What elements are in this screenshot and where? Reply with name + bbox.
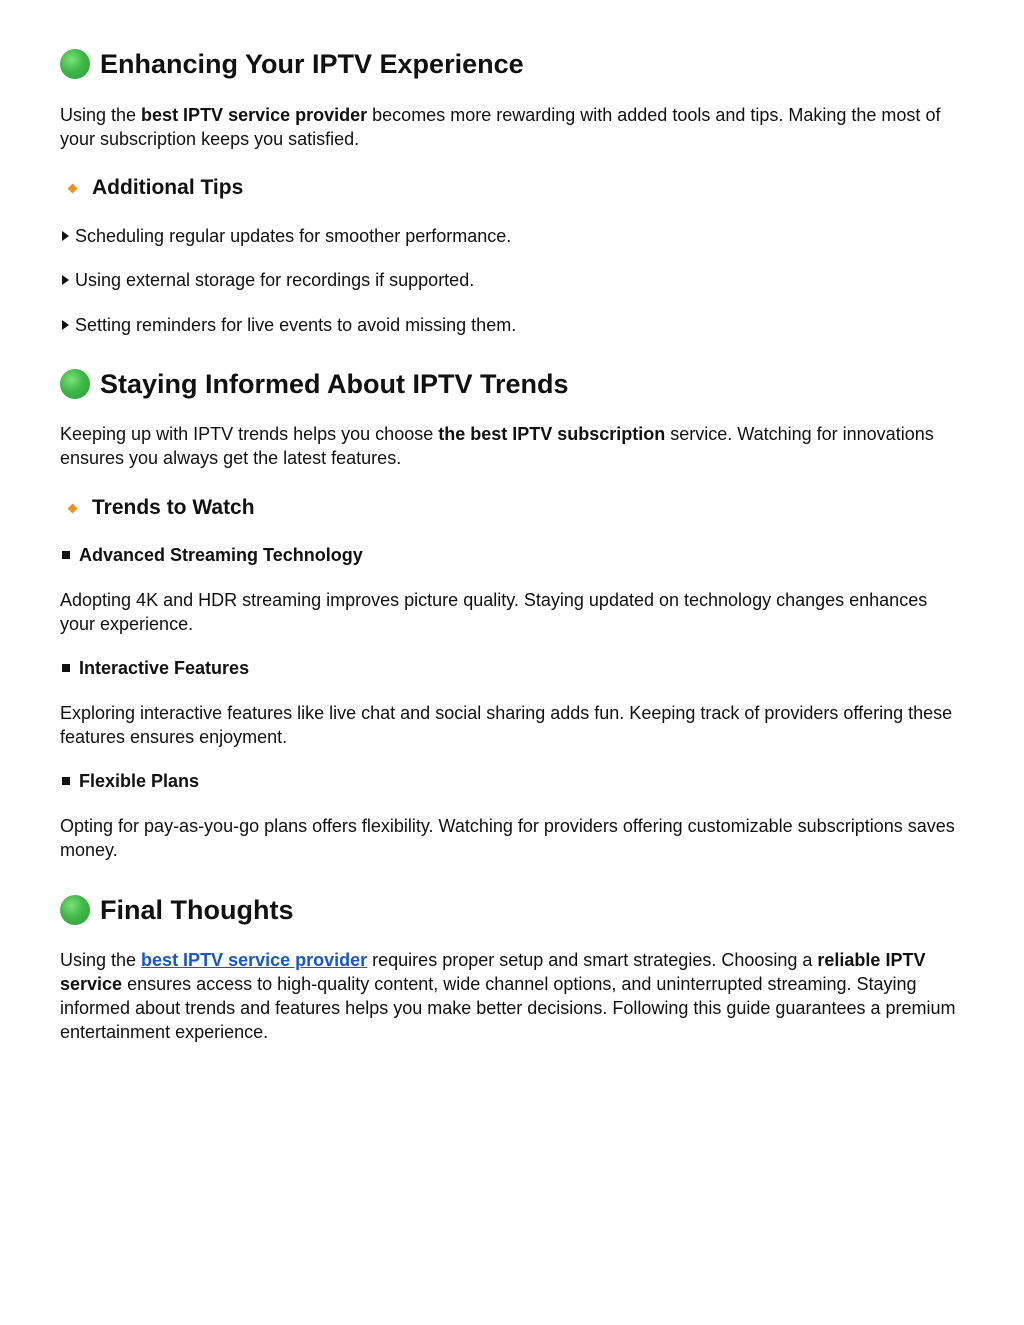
tip-item [60, 268, 474, 292]
subsection-heading-text: Trends to Watch [92, 496, 255, 519]
best-iptv-provider-link[interactable]: best IPTV service provider [141, 950, 368, 970]
subsection-heading-additional-tips [66, 175, 243, 201]
section-intro-paragraph [60, 422, 964, 470]
triangle-bullet-icon [62, 231, 69, 241]
section-heading-text: Final Thoughts [100, 895, 294, 925]
section-intro-paragraph [60, 103, 964, 151]
tip-item [60, 224, 511, 248]
intro-bold-text: best IPTV service provider [141, 105, 368, 125]
tip-item [60, 313, 516, 337]
section-heading-text: Staying Informed About IPTV Trends [100, 369, 569, 399]
intro-text: service. Watching for innovations ensures you always get the latest features. [60, 424, 934, 468]
topic-heading-flexible-plans [62, 769, 199, 793]
green-circle-icon [60, 49, 90, 79]
topic-paragraph: Opting for pay-as-you-go plans offers flexibility. Watching for providers offering customizable subscriptions saves money. [60, 816, 955, 860]
topic-heading-text: Interactive Features [79, 658, 250, 678]
closing-text: ensures access to high-quality content, wide channel options, and uninterrupted streaming. Staying informed about trends and features helps you make better decisions. Following this guide guarantees a premium entertainment experience. [60, 974, 956, 1042]
topic-paragraph: Adopting 4K and HDR streaming improves picture quality. Staying updated on technology changes enhances your experience. [60, 590, 928, 634]
closing-paragraph [60, 948, 964, 1044]
section-heading-trends [60, 367, 569, 401]
triangle-bullet-icon [62, 320, 69, 330]
tip-item-text: Using external storage for recordings if supported. [75, 270, 475, 290]
square-bullet-icon [62, 551, 70, 559]
intro-bold-text: the best IPTV subscription [438, 424, 666, 444]
subsection-heading-trends-to-watch [66, 495, 255, 521]
topic-heading-interactive-features [62, 656, 249, 680]
subsection-heading-text: Additional Tips [92, 176, 244, 199]
closing-bold-text: reliable IPTV service [60, 950, 926, 994]
triangle-bullet-icon [62, 275, 69, 285]
closing-text: Using the [60, 950, 142, 970]
green-circle-icon [60, 895, 90, 925]
closing-text: requires proper setup and smart strategies. Choosing a [367, 950, 818, 970]
intro-text: Using the [60, 105, 142, 125]
section-heading-text: Enhancing Your IPTV Experience [100, 49, 524, 79]
green-circle-icon [60, 369, 90, 399]
tip-item-text: Setting reminders for live events to avoid missing them. [75, 315, 517, 335]
square-bullet-icon [62, 777, 70, 785]
orange-diamond-icon [68, 183, 78, 193]
intro-text: becomes more rewarding with added tools and tips. Making the most of your subscription keeps you satisfied. [60, 105, 941, 149]
orange-diamond-icon [68, 503, 78, 513]
topic-paragraph: Exploring interactive features like live chat and social sharing adds fun. Keeping track of providers offering these features ensures enjoyment. [60, 703, 953, 747]
square-bullet-icon [62, 664, 70, 672]
topic-heading-text: Flexible Plans [79, 771, 200, 791]
intro-text: Keeping up with IPTV trends helps you choose [60, 424, 439, 444]
section-heading-enhancing [60, 47, 524, 81]
topic-heading-text: Advanced Streaming Technology [79, 545, 363, 565]
section-heading-final-thoughts [60, 893, 293, 927]
topic-heading-advanced-streaming [62, 543, 363, 567]
tip-item-text: Scheduling regular updates for smoother performance. [75, 226, 512, 246]
